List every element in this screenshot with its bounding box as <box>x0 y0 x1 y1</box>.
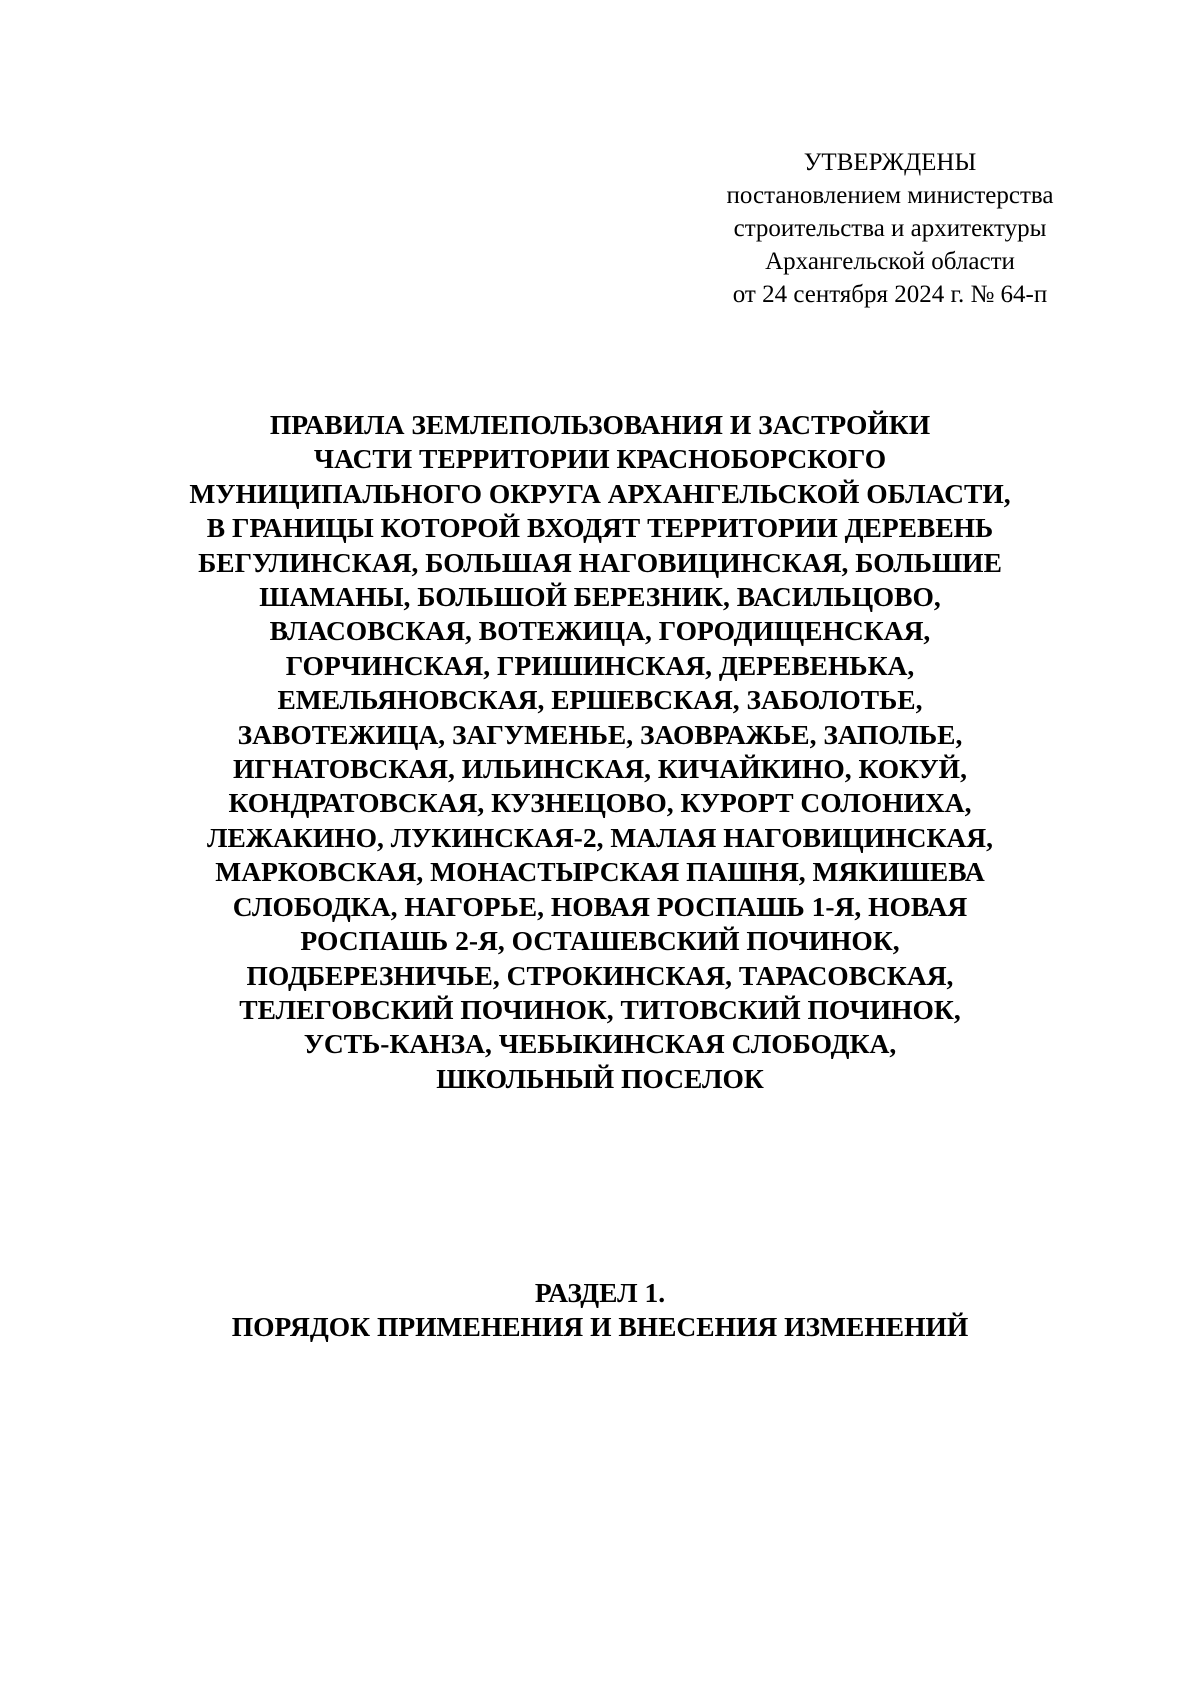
title-line: МУНИЦИПАЛЬНОГО ОКРУГА АРХАНГЕЛЬСКОЙ ОБЛАСТИ, <box>189 477 1011 509</box>
title-line: МАРКОВСКАЯ, МОНАСТЫРСКАЯ ПАШНЯ, МЯКИШЕВА <box>215 856 985 888</box>
title-line: ШКОЛЬНЫЙ ПОСЕЛОК <box>436 1062 764 1094</box>
title-line: БЕГУЛИНСКАЯ, БОЛЬШАЯ НАГОВИЦИНСКАЯ, БОЛЬШИЕ <box>198 546 1002 578</box>
title-line: КОНДРАТОВСКАЯ, КУЗНЕЦОВО, КУРОРТ СОЛОНИХА, <box>228 787 972 819</box>
title-line: ПРАВИЛА ЗЕМЛЕПОЛЬЗОВАНИЯ И ЗАСТРОЙКИ <box>269 409 931 440</box>
approval-line: постановлением министерства <box>726 182 1054 209</box>
approval-stamp <box>690 146 1090 311</box>
approval-line: от 24 сентября 2024 г. № 64-п <box>732 281 1048 308</box>
title-line: ТЕЛЕГОВСКИЙ ПОЧИНОК, ТИТОВСКИЙ ПОЧИНОК, <box>239 993 961 1025</box>
title-line: ЛЕЖАКИНО, ЛУКИНСКАЯ-2, МАЛАЯ НАГОВИЦИНСКАЯ, <box>207 821 993 853</box>
approval-line: УТВЕРЖДЕНЫ <box>803 149 977 176</box>
title-line: В ГРАНИЦЫ КОТОРОЙ ВХОДЯТ ТЕРРИТОРИИ ДЕРЕВЕНЬ <box>206 512 994 544</box>
title-line: ЗАВОТЕЖИЦА, ЗАГУМЕНЬЕ, ЗАОВРАЖЬЕ, ЗАПОЛЬЕ, <box>237 718 963 750</box>
section-number: РАЗДЕЛ 1. <box>534 1277 666 1308</box>
document-title <box>60 408 1140 1096</box>
section-title: ПОРЯДОК ПРИМЕНЕНИЯ И ВНЕСЕНИЯ ИЗМЕНЕНИЙ <box>231 1311 969 1342</box>
title-line: ИГНАТОВСКАЯ, ИЛЬИНСКАЯ, КИЧАЙКИНО, КОКУЙ, <box>233 753 967 785</box>
approval-line: Архангельской области <box>765 248 1015 275</box>
title-line: СЛОБОДКА, НАГОРЬЕ, НОВАЯ РОСПАШЬ 1-Я, НОВАЯ <box>232 890 968 922</box>
title-line: ГОРЧИНСКАЯ, ГРИШИНСКАЯ, ДЕРЕВЕНЬКА, <box>285 649 915 681</box>
title-line: ВЛАСОВСКАЯ, ВОТЕЖИЦА, ГОРОДИЩЕНСКАЯ, <box>269 615 931 647</box>
title-line: УСТЬ-КАНЗА, ЧЕБЫКИНСКАЯ СЛОБОДКА, <box>303 1028 897 1060</box>
title-line: ПОДБЕРЕЗНИЧЬЕ, СТРОКИНСКАЯ, ТАРАСОВСКАЯ, <box>246 959 954 991</box>
approval-line: строительства и архитектуры <box>733 215 1047 242</box>
title-line: РОСПАШЬ 2-Я, ОСТАШЕВСКИЙ ПОЧИНОК, <box>300 925 900 957</box>
section-heading <box>60 1276 1140 1344</box>
title-line: ЧАСТИ ТЕРРИТОРИИ КРАСНОБОРСКОГО <box>313 443 887 475</box>
title-line: ШАМАНЫ, БОЛЬШОЙ БЕРЕЗНИК, ВАСИЛЬЦОВО, <box>259 581 941 613</box>
title-line: ЕМЕЛЬЯНОВСКАЯ, ЕРШЕВСКАЯ, ЗАБОЛОТЬЕ, <box>277 684 923 716</box>
